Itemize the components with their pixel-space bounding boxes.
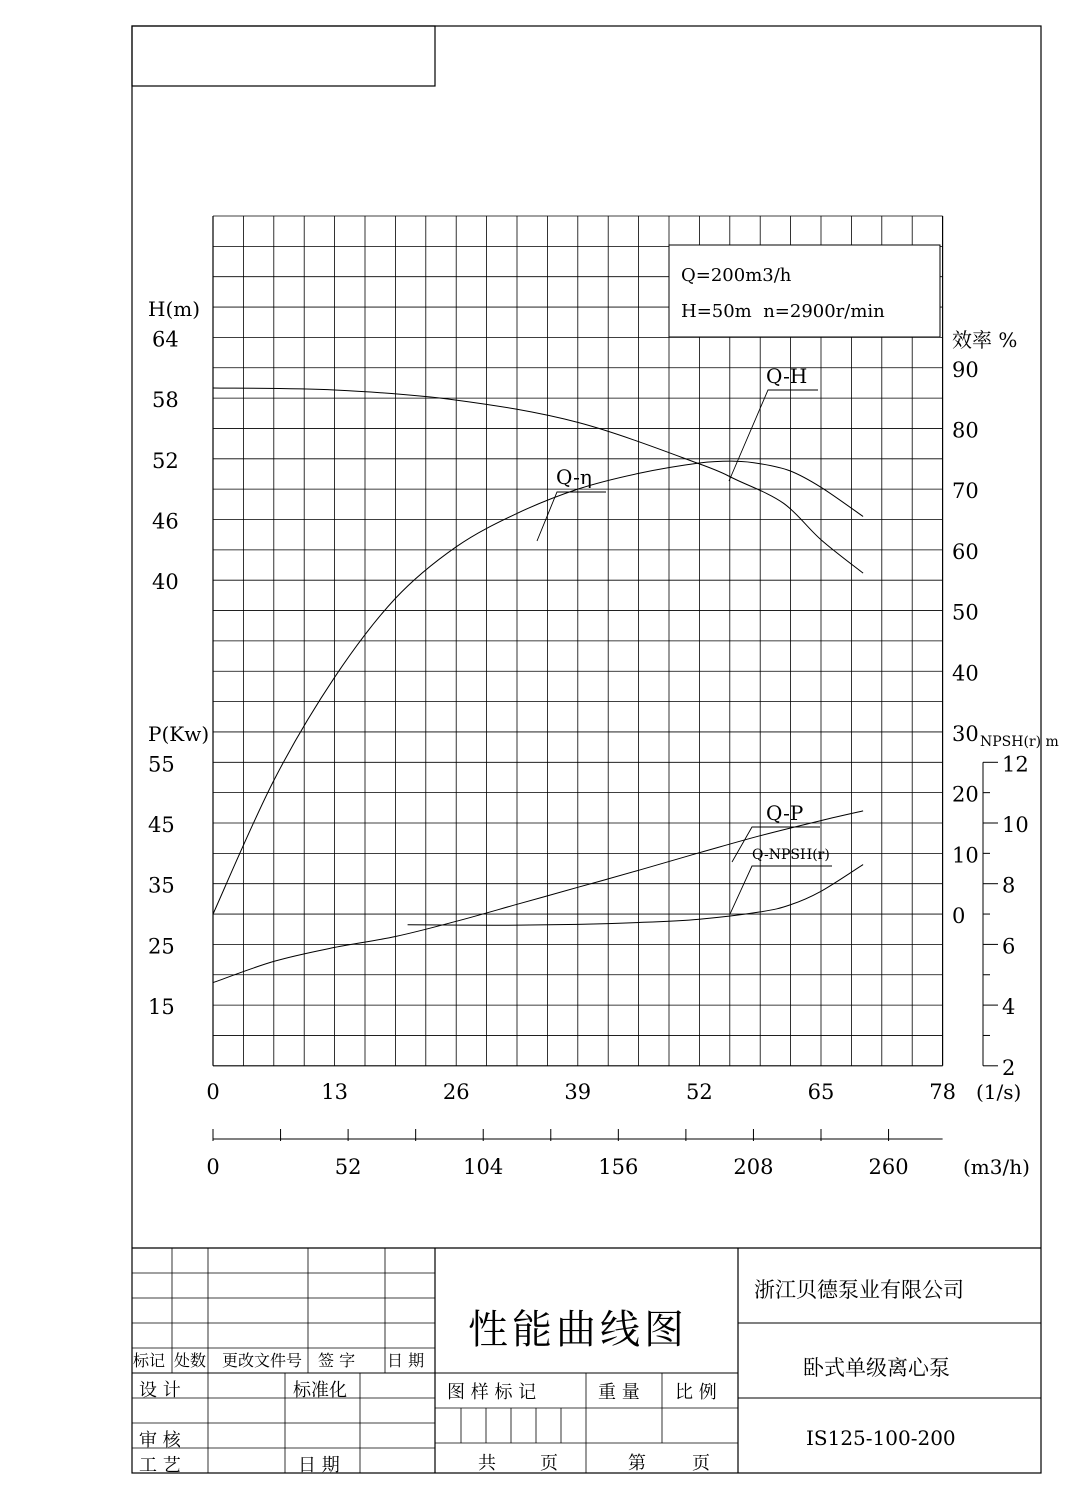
x-secondary-tick: 208 [733, 1155, 774, 1179]
head-tick: 58 [152, 388, 179, 413]
power-tick: 45 [148, 813, 175, 837]
scale-label: 比 例 [675, 1382, 717, 1403]
x-primary-tick: 65 [807, 1080, 835, 1104]
rev-header-document: 更改文件号 [222, 1351, 303, 1370]
x-primary-tick: 39 [564, 1080, 592, 1104]
npsh-tick: 8 [1002, 873, 1016, 898]
chart-grid [213, 216, 943, 1066]
sheet-no-label: 第 [628, 1453, 646, 1474]
x-secondary-tick: 104 [463, 1155, 504, 1179]
model-number: IS125-100-200 [806, 1426, 956, 1450]
x-secondary-tick-labels [206, 1155, 908, 1179]
leader-q-npsh [730, 866, 832, 914]
chart-curves [213, 388, 863, 983]
drawing-title: 性能曲线图 [468, 1307, 688, 1353]
efficiency-tick: 80 [952, 418, 979, 443]
design-label: 设 计 [139, 1380, 181, 1401]
npsh-tick-labels [983, 752, 1029, 1080]
efficiency-tick: 70 [952, 479, 979, 504]
secondary-x-axis [213, 1129, 943, 1141]
x-primary-tick: 0 [206, 1080, 220, 1104]
npsh-tick: 4 [1002, 995, 1016, 1020]
efficiency-tick: 20 [952, 782, 979, 807]
npsh-tick: 10 [1002, 813, 1029, 837]
x-secondary-tick: 156 [598, 1155, 639, 1179]
power-tick: 25 [148, 934, 175, 959]
annotation-flow: Q=200m3/h [681, 265, 792, 286]
rev-header-signature: 签 字 [318, 1351, 356, 1370]
head-tick-labels [152, 327, 179, 594]
efficiency-tick: 0 [952, 904, 966, 929]
x-secondary-unit: (m3/h) [963, 1155, 1030, 1179]
review-label: 审 核 [139, 1430, 181, 1451]
head-axis-label: H(m) [148, 297, 201, 321]
efficiency-tick-labels [952, 358, 979, 928]
label-q-h: Q-H [766, 364, 808, 388]
curve-q-p [213, 811, 863, 983]
standardization-label: 标准化 [293, 1380, 347, 1401]
product-name: 卧式单级离心泵 [803, 1356, 950, 1380]
npsh-tick: 6 [1002, 934, 1016, 959]
power-tick: 35 [148, 873, 175, 898]
head-tick: 64 [152, 327, 179, 352]
label-q-npsh: Q-NPSH(r) [752, 847, 830, 863]
efficiency-tick: 30 [952, 721, 979, 746]
power-tick: 15 [148, 995, 175, 1020]
weight-label: 重 量 [598, 1382, 640, 1403]
process-label: 工 艺 [139, 1455, 181, 1476]
x-primary-tick: 13 [321, 1080, 348, 1104]
page2-label: 页 [692, 1453, 710, 1474]
power-tick-labels [148, 752, 175, 1019]
efficiency-tick: 40 [952, 661, 979, 686]
total-label: 共 [478, 1453, 496, 1474]
x-secondary-tick: 0 [206, 1155, 220, 1179]
rev-header-mark: 标记 [133, 1351, 166, 1370]
npsh-tick: 12 [1002, 752, 1029, 777]
leader-q-h [729, 390, 818, 481]
efficiency-tick: 50 [952, 600, 979, 625]
efficiency-axis-label: 效率 % [952, 328, 1018, 352]
company-name: 浙江贝德泵业有限公司 [754, 1278, 964, 1302]
efficiency-tick: 10 [952, 843, 979, 868]
x-secondary-tick: 260 [868, 1155, 909, 1179]
head-tick: 46 [152, 509, 179, 534]
npsh-axis-label: NPSH(r) m [980, 734, 1059, 750]
curve-q-h [213, 388, 863, 573]
corner-box [132, 26, 435, 86]
annotation-head-speed: H=50m n=2900r/min [681, 301, 885, 322]
efficiency-tick: 60 [952, 539, 979, 564]
rev-header-count: 处数 [174, 1351, 207, 1370]
x-primary-tick: 52 [686, 1080, 713, 1104]
label-q-p: Q-P [766, 801, 804, 825]
efficiency-tick: 90 [952, 357, 979, 382]
x-primary-tick: 78 [929, 1080, 956, 1104]
page-label: 页 [540, 1453, 558, 1474]
x-primary-unit: (1/s) [976, 1080, 1022, 1104]
head-tick: 40 [152, 570, 179, 595]
rev-header-date: 日 期 [387, 1351, 425, 1370]
head-tick: 52 [152, 448, 179, 473]
power-axis-label: P(Kw) [148, 722, 210, 746]
info-box [669, 245, 940, 337]
date-label: 日 期 [298, 1455, 340, 1476]
pattern-mark-label: 图 样 标 记 [447, 1382, 537, 1403]
x-primary-tick-labels [206, 1080, 956, 1104]
drawing-frame [132, 26, 1041, 1473]
x-secondary-tick: 52 [334, 1155, 362, 1179]
npsh-tick: 2 [1002, 1055, 1016, 1080]
x-primary-tick: 26 [442, 1080, 470, 1104]
label-q-eta: Q-η [556, 465, 592, 489]
power-tick: 55 [148, 752, 175, 777]
